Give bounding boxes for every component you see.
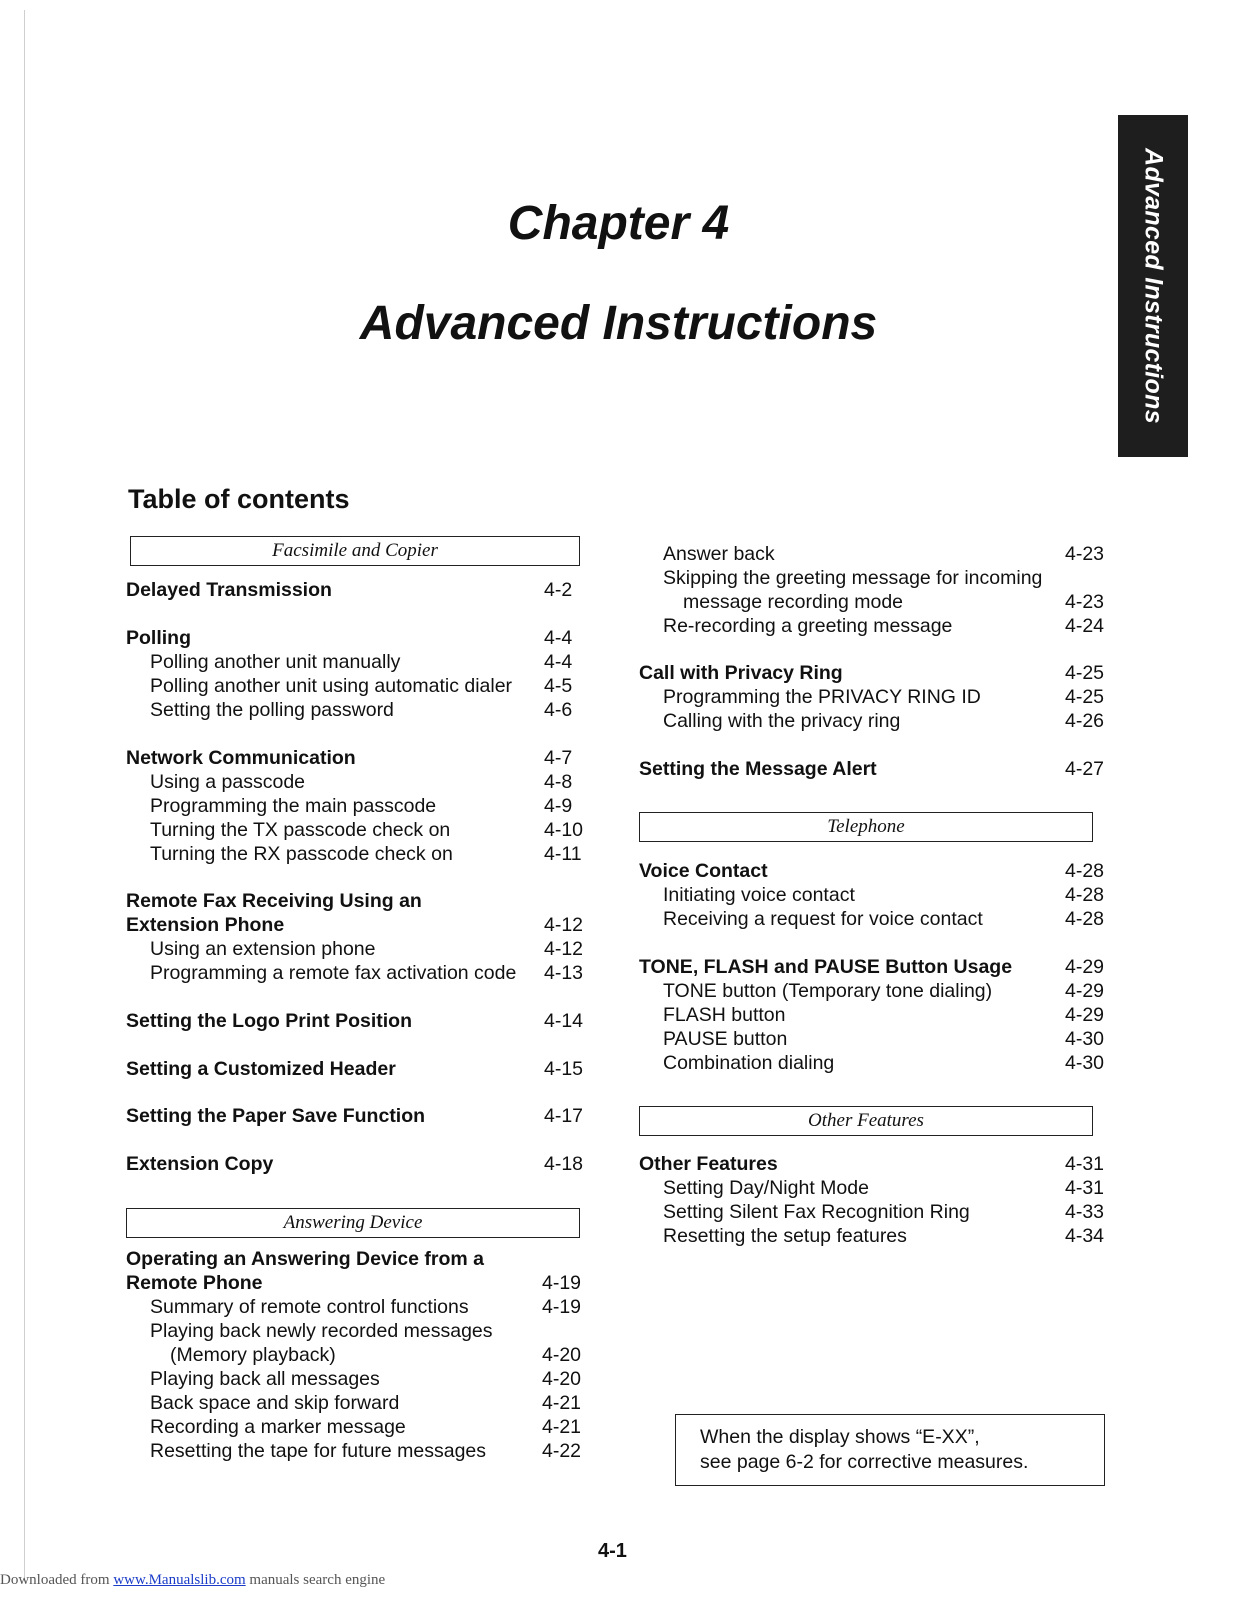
chapter-title: Advanced Instructions [359,297,878,350]
section-label: Telephone [827,816,905,837]
chapter-number: Chapter 4 [507,197,730,250]
section-box-facsimile [130,536,580,566]
error-note-box [675,1414,1105,1486]
footer-prefix: Downloaded from [0,1572,114,1588]
note-line-1: When the display shows “E-XX”, [700,1426,980,1448]
section-box-other-features [639,1106,1093,1136]
section-box-telephone [639,812,1093,842]
footer-suffix: manuals search engine [245,1572,386,1588]
section-label: Other Features [808,1110,924,1131]
side-tab-label: Advanced Instructions [1139,148,1168,424]
section-label: Answering Device [283,1212,423,1233]
download-footer [0,1572,385,1589]
toc-heading: Table of contents [128,484,350,514]
section-label: Facsimile and Copier [272,540,438,561]
note-line-2: see page 6-2 for corrective measures. [700,1451,1029,1473]
chapter-side-tab [1118,115,1188,457]
footer-link[interactable]: www.Manualslib.com [113,1572,246,1588]
section-box-answering-device [126,1208,580,1238]
page-number: 4-1 [598,1540,627,1562]
